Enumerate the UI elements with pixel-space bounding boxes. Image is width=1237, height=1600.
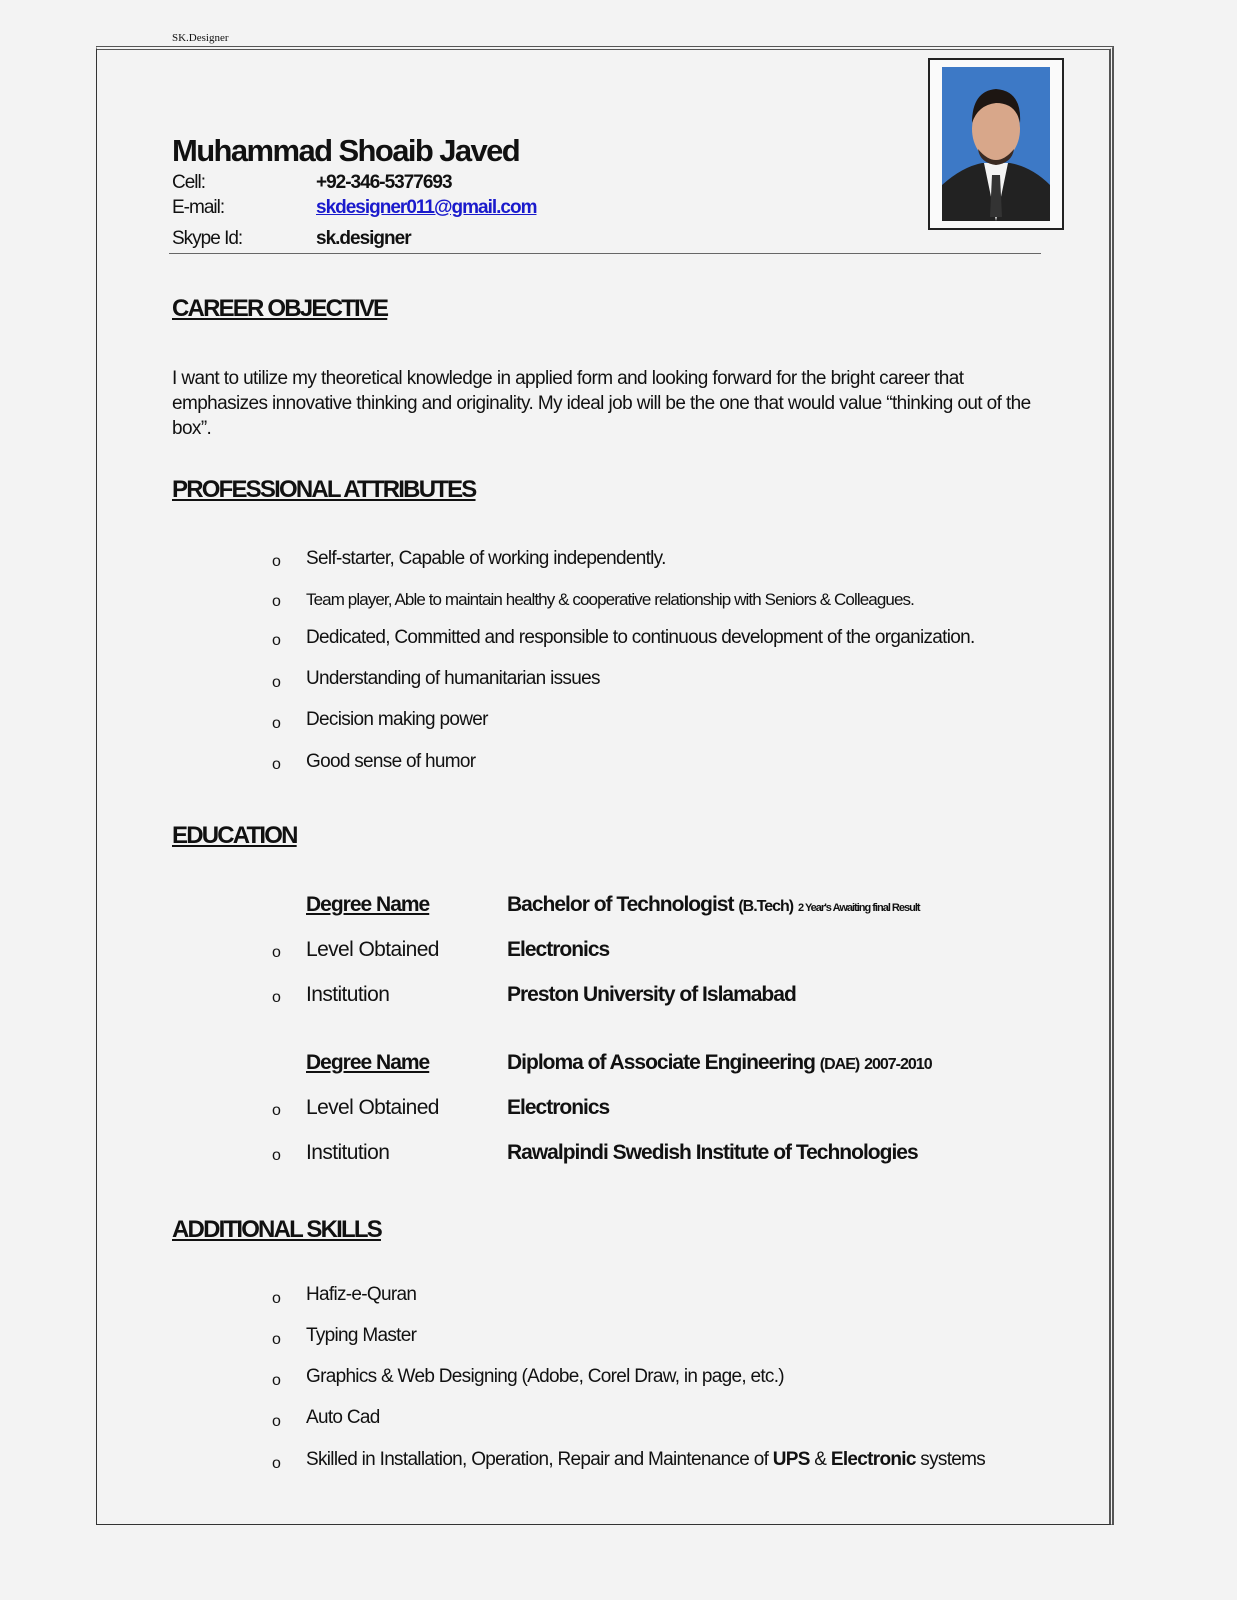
skill-bold: UPS	[772, 1449, 810, 1470]
bullet-icon: o	[272, 1331, 281, 1348]
institution-label: Institution	[306, 983, 390, 1006]
attribute-item: Dedicated, Committed and responsible to continuous development of the organization.	[306, 627, 975, 648]
email-label: E-mail:	[172, 197, 225, 218]
bullet-icon: o	[272, 553, 281, 570]
skill-item: Typing Master	[306, 1325, 417, 1346]
page-border	[96, 46, 1114, 1525]
attribute-item: Self-starter, Capable of working independently.	[306, 548, 666, 569]
degree-note: 2 Year's Awaiting final Result	[797, 902, 920, 914]
degree-name: Bachelor of Technologist	[507, 893, 734, 916]
level-label: Level Obtained	[306, 1096, 439, 1119]
bullet-icon: o	[272, 1102, 281, 1119]
level-value: Electronics	[507, 1096, 610, 1119]
bullet-icon: o	[272, 715, 281, 732]
bullet-icon: o	[272, 944, 281, 961]
attribute-item: Team player, Able to maintain healthy & cooperative relationship with Seniors & Colleagues.	[306, 590, 914, 609]
attribute-item: Good sense of humor	[306, 751, 476, 772]
degree-value	[507, 893, 920, 917]
skill-text: Skilled in Installation, Operation, Repair and Maintenance of	[306, 1449, 773, 1470]
degree-label: Degree Name	[306, 893, 430, 916]
candidate-name: Muhammad Shoaib Javed	[172, 133, 520, 168]
divider	[169, 253, 1041, 254]
bullet-icon: o	[272, 1372, 281, 1389]
bullet-icon: o	[272, 756, 281, 773]
bullet-icon: o	[272, 593, 281, 610]
skill-item	[306, 1449, 985, 1471]
skill-item: Auto Cad	[306, 1407, 380, 1428]
attributes-heading: PROFESSIONAL ATTRIBUTES	[172, 476, 476, 503]
institution-label: Institution	[306, 1141, 390, 1164]
cell-value: +92-346-5377693	[316, 172, 452, 193]
bullet-icon: o	[272, 989, 281, 1006]
degree-value	[507, 1051, 932, 1075]
skill-bold: Electronic	[830, 1449, 916, 1470]
attribute-item: Understanding of humanitarian issues	[306, 668, 600, 689]
attribute-item: Decision making power	[306, 709, 488, 730]
profile-photo	[928, 58, 1064, 230]
degree-label: Degree Name	[306, 1051, 430, 1074]
bullet-icon: o	[272, 1413, 281, 1430]
email-link[interactable]: skdesigner011@gmail.com	[316, 197, 537, 218]
career-text: I want to utilize my theoretical knowledge in applied form and looking forward for the bright career that emphasizes innovative thinking and originality. My ideal job will be the one that would value “thinking out of the box”.	[172, 368, 1031, 439]
skill-item: Graphics & Web Designing (Adobe, Corel Draw, in page, etc.)	[306, 1366, 784, 1387]
bullet-icon: o	[272, 632, 281, 649]
header-mark: SK.Designer	[172, 32, 229, 44]
level-value: Electronics	[507, 938, 610, 961]
level-label: Level Obtained	[306, 938, 439, 961]
skype-value: sk.designer	[316, 228, 411, 249]
cell-label: Cell:	[172, 172, 206, 193]
degree-abbr: (DAE)	[819, 1056, 860, 1073]
bullet-icon: o	[272, 1147, 281, 1164]
skill-text: &	[809, 1449, 831, 1470]
skype-label: Skype Id:	[172, 228, 243, 249]
institution-value: Preston University of Islamabad	[507, 983, 796, 1006]
skill-text: systems	[915, 1449, 986, 1470]
institution-value: Rawalpindi Swedish Institute of Technologies	[507, 1141, 918, 1164]
skills-heading: ADDITIONAL SKILLS	[172, 1216, 381, 1243]
degree-note: 2007-2010	[864, 1056, 932, 1073]
career-heading: CAREER OBJECTIVE	[172, 295, 388, 322]
bullet-icon: o	[272, 1290, 281, 1307]
bullet-icon: o	[272, 674, 281, 691]
education-heading: EDUCATION	[172, 822, 297, 849]
degree-name: Diploma of Associate Engineering	[507, 1051, 815, 1074]
degree-abbr: (B.Tech)	[738, 898, 794, 915]
skill-item: Hafiz-e-Quran	[306, 1284, 417, 1305]
bullet-icon: o	[272, 1455, 281, 1472]
